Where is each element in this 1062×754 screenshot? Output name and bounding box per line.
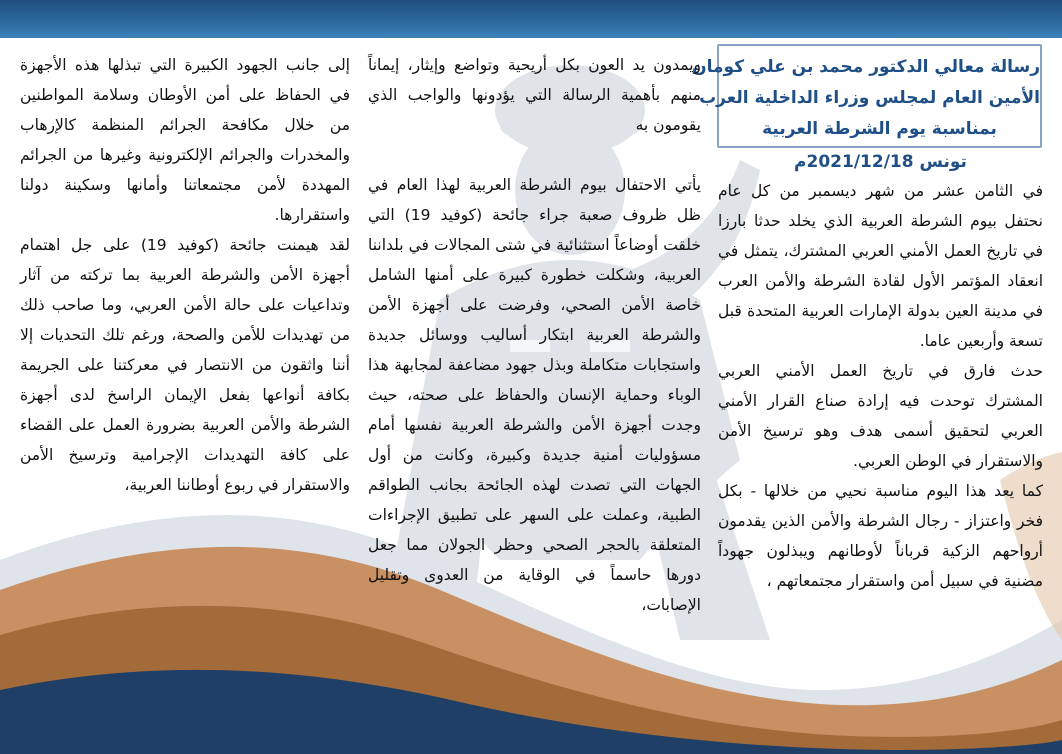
dateline: تونس 2021/12/18م [794,152,967,172]
paragraph: في الثامن عشر من شهر ديسمبر من كل عام نحتفل بيوم الشرطة العربية الذي يخلد حدثا بارزا في تاريخ العمل الأمني العربي المشترك، يتمثل في انعقاد المؤتمر الأول لقادة الشرطة والأمن العرب في مدينة العين بدولة الإمارات العربية المتحدة قبل تسعة وأربعين عاما. [718,182,1043,350]
paragraph: كما يعد هذا اليوم مناسبة نحيي من خلالها - بكل فخر واعتزاز - رجال الشرطة والأمن الذين يقدمون أرواحهم الزكية قرباناً لأوطانهم ويبذلون جهوداً مضنية في سبيل أمن واستقرار مجتمعاتهم ، [718,482,1043,590]
column-right [718,176,1043,596]
title-line-1: رسالة معالي الدكتور محمد بن علي كومان [692,57,1040,77]
column-middle [368,50,701,620]
title-line-2: الأمين العام لمجلس وزراء الداخلية العرب [699,88,1040,108]
paragraph: إلى جانب الجهود الكبيرة التي تبذلها هذه الأجهزة في الحفاظ على أمن الأوطان وسلامة المواطنين من خلال مكافحة الجرائم المنظمة كالإرهاب والمخدرات والجرائم الإلكترونية وغيرها من الجرائم المهددة لأمن مجتمعاتنا وأمانها وسكينة دولنا واستقرارها. [20,56,350,224]
paragraph: لقد هيمنت جائحة (كوفيد 19) على جل اهتمام أجهزة الأمن والشرطة العربية بما تركته من آثار وتداعيات على حالة الأمن العربي، وما صاحب ذلك من تهديدات للأمن والصحة، ورغم تلك التحديات إلا أننا واثقون من الانتصار في معركتنا على الجريمة بكافة أنواعها بفعل الإيمان الراسخ لدى أجهزة الشرطة والأمن العربية بضرورة العمل على القضاء على كافة التهديدات الإجرامية وترسيخ الأمن والاستقرار في ربوع أوطاننا العربية، [20,236,350,494]
top-decorative-band [0,0,1062,38]
title-line-3: بمناسبة يوم الشرطة العربية [762,119,997,139]
column-left [20,50,350,500]
paragraph: يأتي الاحتفال بيوم الشرطة العربية لهذا العام في ظل ظروف صعبة جراء جائحة (كوفيد 19) التي خلقت أوضاعاً استثنائية في شتى المجالات في بلداننا العربية، وشكلت خطورة كبيرة على أمنها الشامل خاصة الأمن الصحي، وفرضت على أجهزة الأمن والشرطة العربية ابتكار أساليب ووسائل جديدة واستجابات متكاملة وبذل جهود مضاعفة لمجابهة هذا الوباء وحماية الإنسان والحفاظ على صحته، حيث وجدت أجهزة الأمن والشرطة العربية نفسها أمام مسؤوليات أمنية جديدة وكبيرة، وكانت من أول الجهات التي تصدت لهذه الجائحة بجانب الطواقم الطبية، وعملت على السهر على تطبيق الإجراءات المتعلقة بالحجر الصحي وحظر الجولان مما جعل دورها حاسماً في الوقاية من العدوى وتقليل الإصابات، [368,176,701,614]
title-box [692,44,1042,148]
paragraph: ويمدون يد العون بكل أريحية وتواضع وإيثار، إيماناً منهم بأهمية الرسالة التي يؤدونها والواجب الذي يقومون به [368,56,701,134]
paragraph: حدث فارق في تاريخ العمل الأمني العربي المشترك توحدت فيه إرادة صناع القرار الأمني العربي لتحقيق أسمى هدف وهو ترسيخ الأمن والاستقرار في الوطن العربي. [718,362,1043,470]
